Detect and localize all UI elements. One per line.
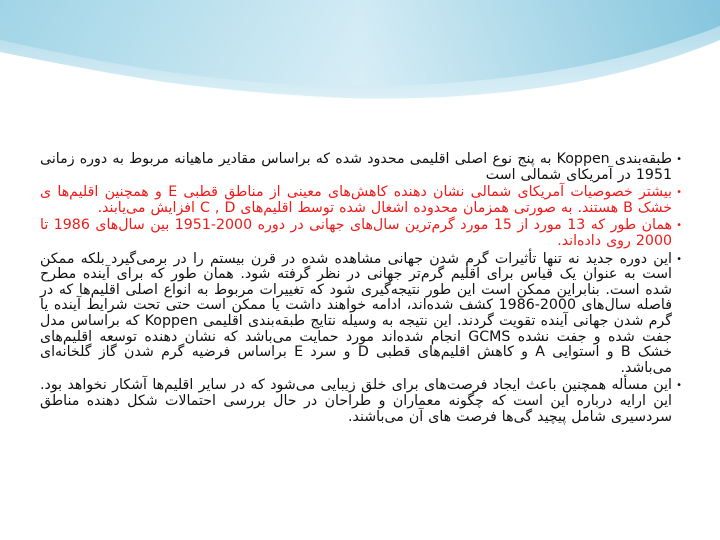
paragraph-new-period-effects: • این دوره جدید نه تنها تأثیرات گرم شدن جهانی مشاهده شده در قرن بیستم را در برمی‌گیرد بلکه ممکن است به عنوان یک قیاس برای اقلیم گرم‌تر جهانی در نظر گرفته شود. همان طور که برای آینده مطرح شده است. بنابراین ممکن است این طور نتیجه‌گیری شود که تغییرات مربوط به انواع اصلی اقلیم‌ها که در فاصله سال‌های 2000-1986 کشف شده‌اند، ادامه خواهند داشت یا ممکن است حتی تحت شرایط آینده یا گرم شدن جهانی آینده تقویت گردند. این نتیجه به وسیله نتایج طبقه‌بندی اقلیمی Koppen که براساس مدل جفت شده و جفت نشده GCMS انجام شده‌اند مورد حمایت می‌باشد که نشان دهنده توسعه اقلیم‌های خشک B و استوایی A و کاهش اقلیم‌های قطبی D و سرد E براساس فرضیه گرم شدن گاز گلخانه‌ای می‌باشد. [40,250,682,376]
bullet-icon: • [676,220,682,232]
header-wave-decoration [0,0,720,110]
paragraph-koppen-classification: • طبقه‌بندی Koppen به پنج نوع اصلی اقلیمی محدود شده که براساس مقادیر ماهیانه مربوط به دوره زمانی 1951 در آمریکای شمالی است [40,151,682,183]
slide-content [40,152,680,532]
bullet-icon: • [676,380,682,392]
bullet-icon: • [676,154,682,165]
paragraph-warmest-years: • همان طور که 13 مورد از 15 مورد گرم‌ترین سال‌های جهانی در دوره 2000-1951 بین سال‌های 1986 تا 2000 روی داده‌اند. [40,217,682,249]
bullet-icon: • [676,253,682,265]
paragraph-north-america-climate: • بیشتر خصوصیات آمریکای شمالی نشان دهنده کاهش‌های معینی از مناطق قطبی E و همچنین اقلیم‌ها ی خشک B هستند. به صورتی همزمان محدوده اشغال شده توسط اقلیم‌های C , D افزایش می‌یابند. [40,184,682,216]
bullet-icon: • [676,187,682,199]
paragraph-opportunities: • این مسأله همچنین باعث ایجاد فرصت‌های برای خلق زیبایی می‌شود که در سایر اقلیم‌ها آشکار نخواهد بود. این ارایه درباره این است که چگونه معماران و طراحان در حال بررسی احتمالات شکل دهنده مناطق سردسیری شامل پیچید گی‌ها فرصت های آن می‌باشند. [40,377,682,425]
